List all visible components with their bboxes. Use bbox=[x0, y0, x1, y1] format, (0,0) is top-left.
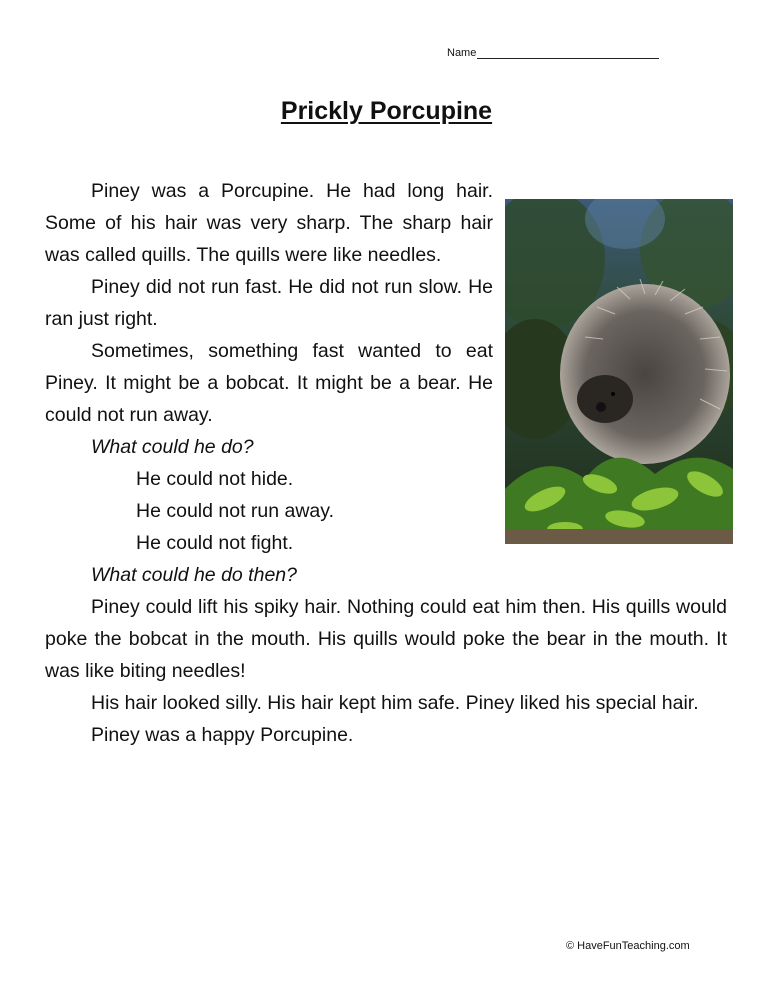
copyright-footer: © HaveFunTeaching.com bbox=[566, 940, 690, 952]
name-underline bbox=[477, 48, 659, 59]
paragraph-5: His hair looked silly. His hair kept him safe. Piney liked his special hair. bbox=[91, 692, 699, 714]
question-1: What could he do? bbox=[91, 436, 254, 458]
paragraph-3: Sometimes, something fast wanted to eat Piney. It might be a bobcat. It might be a bear. He could not run away. bbox=[45, 340, 493, 426]
paragraph-4: Piney could lift his spiky hair. Nothing could eat him then. His quills would poke the bobcat in the mouth. His quills would poke the bear in the mouth. It was like biting needles! bbox=[45, 596, 727, 682]
paragraph-2: Piney did not run fast. He did not run slow. He ran just right. bbox=[45, 276, 493, 330]
paragraph-6: Piney was a happy Porcupine. bbox=[91, 724, 354, 746]
question-2: What could he do then? bbox=[91, 564, 297, 586]
could-not-line-3: He could not fight. bbox=[136, 532, 294, 554]
paragraph-1: Piney was a Porcupine. He had long hair. Some of his hair was very sharp. The sharp hair was called quills. The quills were like needles. bbox=[45, 180, 493, 266]
page-title: Prickly Porcupine bbox=[280, 97, 493, 125]
name-label: Name bbox=[447, 47, 477, 59]
could-not-line-1: He could not hide. bbox=[136, 468, 294, 490]
name-field bbox=[447, 47, 659, 59]
could-not-line-2: He could not run away. bbox=[136, 500, 334, 522]
story-text bbox=[45, 175, 727, 751]
